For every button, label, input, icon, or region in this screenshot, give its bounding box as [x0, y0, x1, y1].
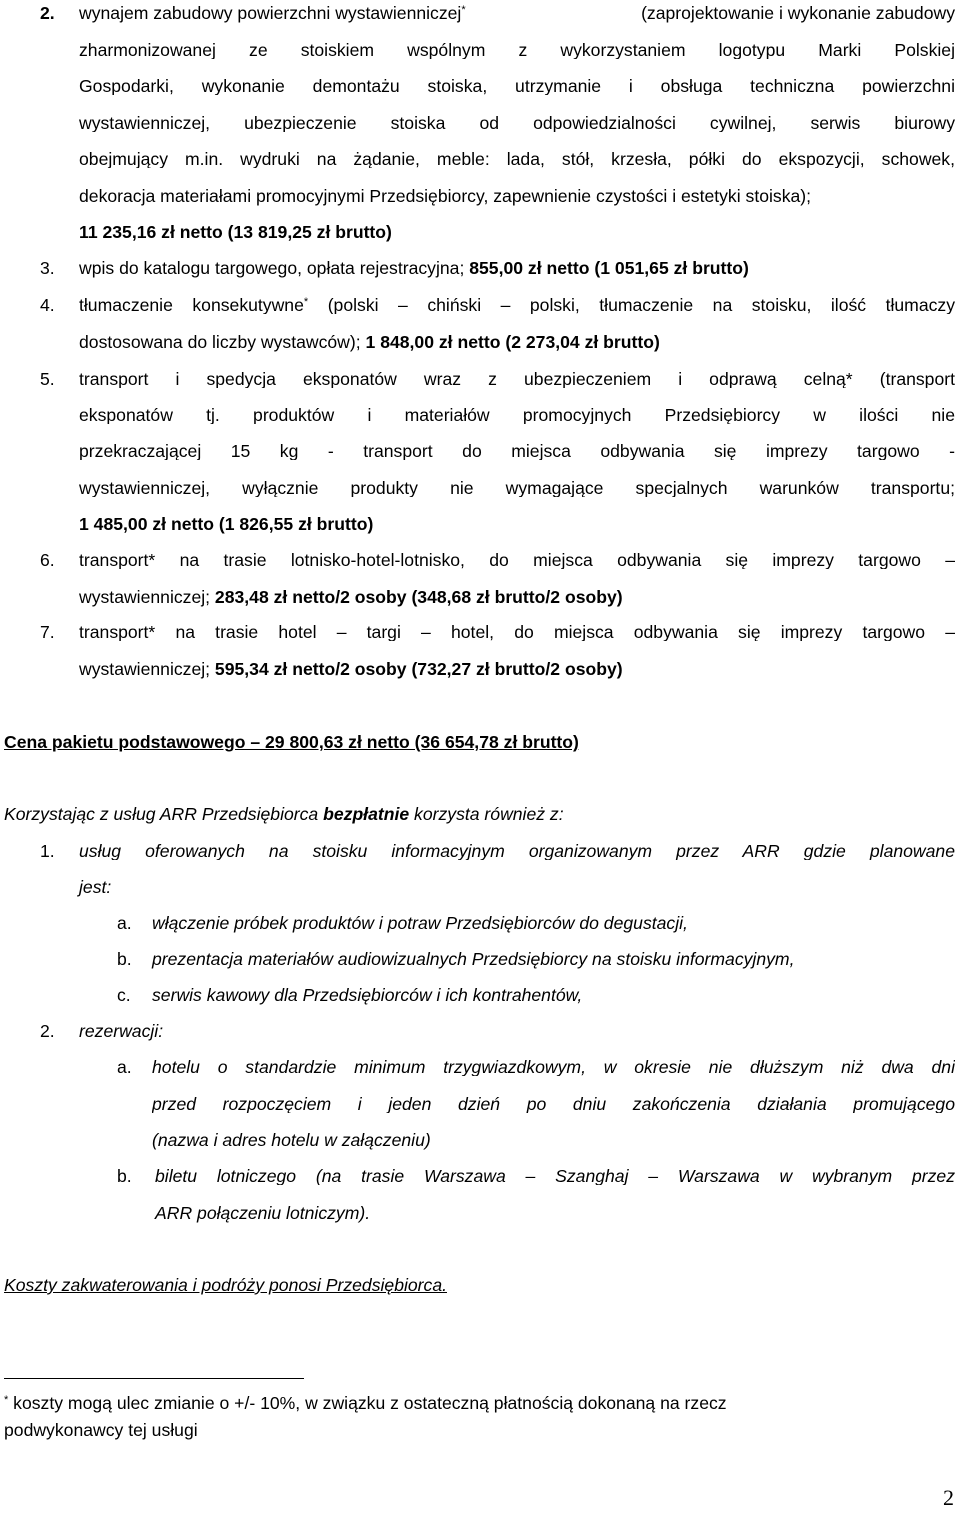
item-text: dostosowana do liczby wystawców); [79, 332, 361, 352]
footnote-marker: * [303, 296, 309, 308]
item-text: wystawienniczej, wyłącznie produkty nie wymagające specjalnych warunków transportu; [79, 479, 955, 497]
footnote-text: podwykonawcy tej usługi [4, 1420, 198, 1440]
sub-item-letter: c. [117, 985, 131, 1005]
free-services-intro: Korzystając z usług ARR Przedsiębiorca bezpłatnie korzysta również z: [4, 804, 564, 824]
item-number: 1. [40, 841, 55, 861]
footnote-marker: * [4, 1394, 9, 1406]
item-number: 2. [40, 1021, 55, 1041]
footnote [4, 1394, 727, 1415]
item-number: 3. [40, 258, 55, 278]
item-price: 283,48 zł netto/2 osoby (348,68 zł brutto/2 osoby) [214, 587, 623, 607]
sub-item-letter: b. [117, 949, 132, 969]
sub-item-text: prezentacja materiałów audiowizualnych Przedsiębiorcy na stoisku informacyjnym, [152, 949, 795, 969]
sub-item-letter: a. [117, 1057, 132, 1077]
item-text: wystawienniczej, ubezpieczenie stoiska od odpowiedzialności cywilnej, serwis biurowy [79, 114, 955, 132]
sub-item-text: włączenie próbek produktów i potraw Przedsiębiorców do degustacji, [152, 913, 688, 933]
item-text: (zaprojektowanie i wykonanie zabudowy [641, 3, 955, 23]
sub-item-letter: a. [117, 913, 132, 933]
page-number: 2 [943, 1485, 954, 1510]
item-text: transport i spedycja eksponatów wraz z ubezpieczeniem i odprawą celną* (transport [79, 370, 955, 388]
footnote-text: koszty mogą ulec zmianie o +/- 10%, w związku z ostateczną płatnością dokonaną na rzecz [13, 1393, 727, 1413]
item-text: Gospodarki, wykonanie demontażu stoiska, utrzymanie i obsługa techniczna powierzchni [79, 77, 955, 95]
item-text: obejmujący m.in. wydruki na żądanie, meble: lada, stół, krzesła, półki do ekspozycji, schowek, [79, 150, 955, 168]
item-text: eksponatów tj. produktów i materiałów promocyjnych Przedsiębiorcy w ilości nie [79, 406, 955, 424]
item-number: 7. [40, 622, 55, 642]
item-text: wpis do katalogu targowego, opłata rejestracyjna; [79, 258, 465, 278]
item-price: 1 485,00 zł netto (1 826,55 zł brutto) [79, 514, 374, 534]
item-number: 4. [40, 295, 55, 315]
costs-note: Koszty zakwaterowania i podróży ponosi Przedsiębiorca. [4, 1275, 447, 1295]
item-text: dekoracja materiałami promocyjnymi Przedsiębiorcy, zapewnienie czystości i estetyki stoiska); [79, 186, 812, 206]
item-text: transport* na trasie hotel – targi – hotel, do miejsca odbywania się imprezy targowo – [79, 623, 955, 641]
sub-item-text: serwis kawowy dla Przedsiębiorców i ich kontrahentów, [152, 985, 583, 1005]
item-number: 2. [40, 3, 55, 23]
sub-item-letter: b. [117, 1166, 132, 1186]
base-price-heading: Cena pakietu podstawowego – 29 800,63 zł netto (36 654,78 zł brutto) [4, 732, 579, 752]
item-text: wystawienniczej; [79, 659, 211, 679]
item-text: przekraczającej 15 kg - transport do miejsca odbywania się imprezy targowo - [79, 442, 955, 460]
sub-item-text: hotelu o standardzie minimum trzygwiazdkowym, w okresie nie dłuższym niż dwa dni [152, 1058, 955, 1076]
sub-item-text: przed rozpoczęciem i jeden dzień po dniu zakończenia działania promującego [152, 1095, 955, 1113]
item-text: tłumaczenie konsekutywne [79, 296, 304, 314]
sub-item-text: ARR połączeniu lotniczym). [155, 1203, 371, 1223]
item-text: wystawienniczej; [79, 587, 211, 607]
footnote-marker: * [461, 4, 466, 16]
sub-item-text: (nazwa i adres hotelu w załączeniu) [152, 1130, 431, 1150]
item-number: 5. [40, 369, 55, 389]
item-text: usług oferowanych na stoisku informacyjnym organizowanym przez ARR gdzie planowane [79, 842, 955, 860]
emphasis-free: bezpłatnie [323, 804, 410, 824]
item-price: 11 235,16 zł netto (13 819,25 zł brutto) [79, 222, 392, 242]
item-price: 595,34 zł netto/2 osoby (732,27 zł brutto/2 osoby) [214, 659, 623, 679]
item-price: 1 848,00 zł netto (2 273,04 zł brutto) [365, 332, 660, 352]
item-text: wynajem zabudowy powierzchni wystawienniczej [79, 3, 462, 23]
item-price: 855,00 zł netto (1 051,65 zł brutto) [469, 258, 749, 278]
item-text: transport* na trasie lotnisko-hotel-lotnisko, do miejsca odbywania się imprezy targowo – [79, 551, 955, 569]
item-text: jest: [79, 877, 112, 897]
item-text: zharmonizowanej ze stoiskiem wspólnym z wykorzystaniem logotypu Marki Polskiej [79, 41, 955, 59]
item-text: rezerwacji: [79, 1021, 164, 1041]
item-number: 6. [40, 550, 55, 570]
item-text: (polski – chiński – polski, tłumaczenie na stoisku, ilość tłumaczy [327, 296, 955, 314]
sub-item-text: biletu lotniczego (na trasie Warszawa – Szanghaj – Warszawa w wybranym przez [155, 1167, 955, 1185]
footnote-divider [4, 1378, 304, 1379]
